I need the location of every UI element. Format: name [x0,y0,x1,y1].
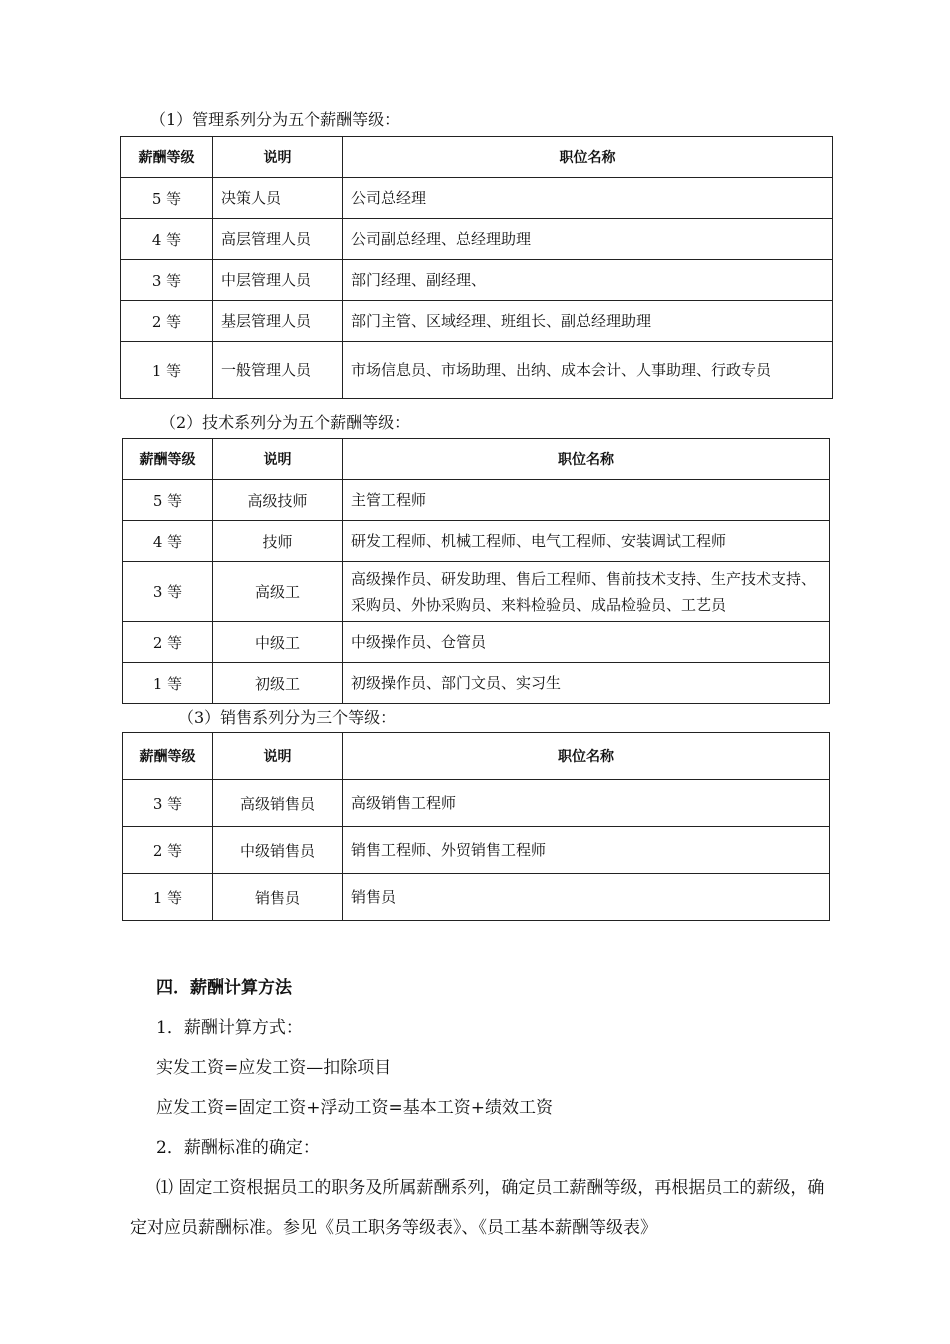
item-2: 2．薪酬标准的确定： [156,1138,320,1158]
cell-description: 基层管理人员 [213,301,343,342]
cell-grade: 1 等 [123,663,213,704]
table-2-caption: （2）技术系列分为五个薪酬等级： [160,413,411,432]
cell-position: 主管工程师 [343,480,830,521]
table-row [123,663,830,704]
sales-grade-table [122,732,830,921]
header-grade: 薪酬等级 [121,137,213,178]
cell-description: 高层管理人员 [213,219,343,260]
header-description: 说明 [213,439,343,480]
cell-position: 高级操作员、研发助理、售后工程师、售前技术支持、生产技术支持、采购员、外协采购员、来料检验员、成品检验员、工艺员 [343,562,830,622]
table-header-row [123,733,830,780]
cell-position: 市场信息员、市场助理、出纳、成本会计、人事助理、行政专员 [343,342,833,399]
table-row [121,219,833,260]
cell-grade: 5 等 [121,178,213,219]
cell-description: 高级技师 [213,480,343,521]
header-description: 说明 [213,733,343,780]
formula-2: 应发工资=固定工资+浮动工资=基本工资+绩效工资 [156,1098,553,1118]
table-row [121,178,833,219]
table-row [123,874,830,921]
table-row [123,827,830,874]
cell-grade: 1 等 [123,874,213,921]
table-header-row [121,137,833,178]
cell-description: 技师 [213,521,343,562]
table-row [121,301,833,342]
cell-grade: 4 等 [123,521,213,562]
salary-calculation-section [130,968,830,1248]
cell-description: 中级销售员 [213,827,343,874]
cell-position: 部门经理、副经理、 [343,260,833,301]
cell-grade: 3 等 [121,260,213,301]
cell-position: 研发工程师、机械工程师、电气工程师、安装调试工程师 [343,521,830,562]
cell-position: 初级操作员、部门文员、实习生 [343,663,830,704]
table-row [121,342,833,399]
cell-grade: 1 等 [121,342,213,399]
table-1-caption: （1）管理系列分为五个薪酬等级： [150,110,401,129]
table-row [123,780,830,827]
cell-description: 中级工 [213,622,343,663]
cell-position: 中级操作员、仓管员 [343,622,830,663]
header-grade: 薪酬等级 [123,733,213,780]
cell-grade: 2 等 [123,827,213,874]
cell-description: 高级工 [213,562,343,622]
cell-position: 销售工程师、外贸销售工程师 [343,827,830,874]
cell-description: 初级工 [213,663,343,704]
cell-description: 高级销售员 [213,780,343,827]
cell-grade: 2 等 [121,301,213,342]
table-row [123,521,830,562]
cell-grade: 3 等 [123,780,213,827]
table-3-caption: （3）销售系列分为三个等级： [178,708,397,727]
header-description: 说明 [213,137,343,178]
cell-grade: 3 等 [123,562,213,622]
cell-grade: 2 等 [123,622,213,663]
cell-description: 决策人员 [213,178,343,219]
cell-grade: 4 等 [121,219,213,260]
cell-position: 销售员 [343,874,830,921]
table-row [123,562,830,622]
table-row [123,480,830,521]
header-position: 职位名称 [343,439,830,480]
technical-grade-table [122,438,830,704]
cell-grade: 5 等 [123,480,213,521]
table-row [123,622,830,663]
header-position: 职位名称 [343,137,833,178]
formula-1: 实发工资=应发工资—扣除项目 [156,1058,392,1078]
cell-description: 一般管理人员 [213,342,343,399]
section-heading: 四．薪酬计算方法 [156,978,292,998]
management-grade-table [120,136,833,399]
cell-description: 中层管理人员 [213,260,343,301]
table-header-row [123,439,830,480]
item-1: 1．薪酬计算方式： [156,1018,303,1038]
cell-position: 公司总经理 [343,178,833,219]
cell-position: 部门主管、区域经理、班组长、副总经理助理 [343,301,833,342]
cell-description: 销售员 [213,874,343,921]
cell-position: 公司副总经理、总经理助理 [343,219,833,260]
table-row [121,260,833,301]
paragraph-1: ⑴ 固定工资根据员工的职务及所属薪酬系列，确定员工薪酬等级，再根据员工的薪级，确定对应员薪酬标准。参见《员工职务等级表》、《员工基本薪酬等级表》 [130,1178,825,1238]
header-position: 职位名称 [343,733,830,780]
cell-position: 高级销售工程师 [343,780,830,827]
header-grade: 薪酬等级 [123,439,213,480]
